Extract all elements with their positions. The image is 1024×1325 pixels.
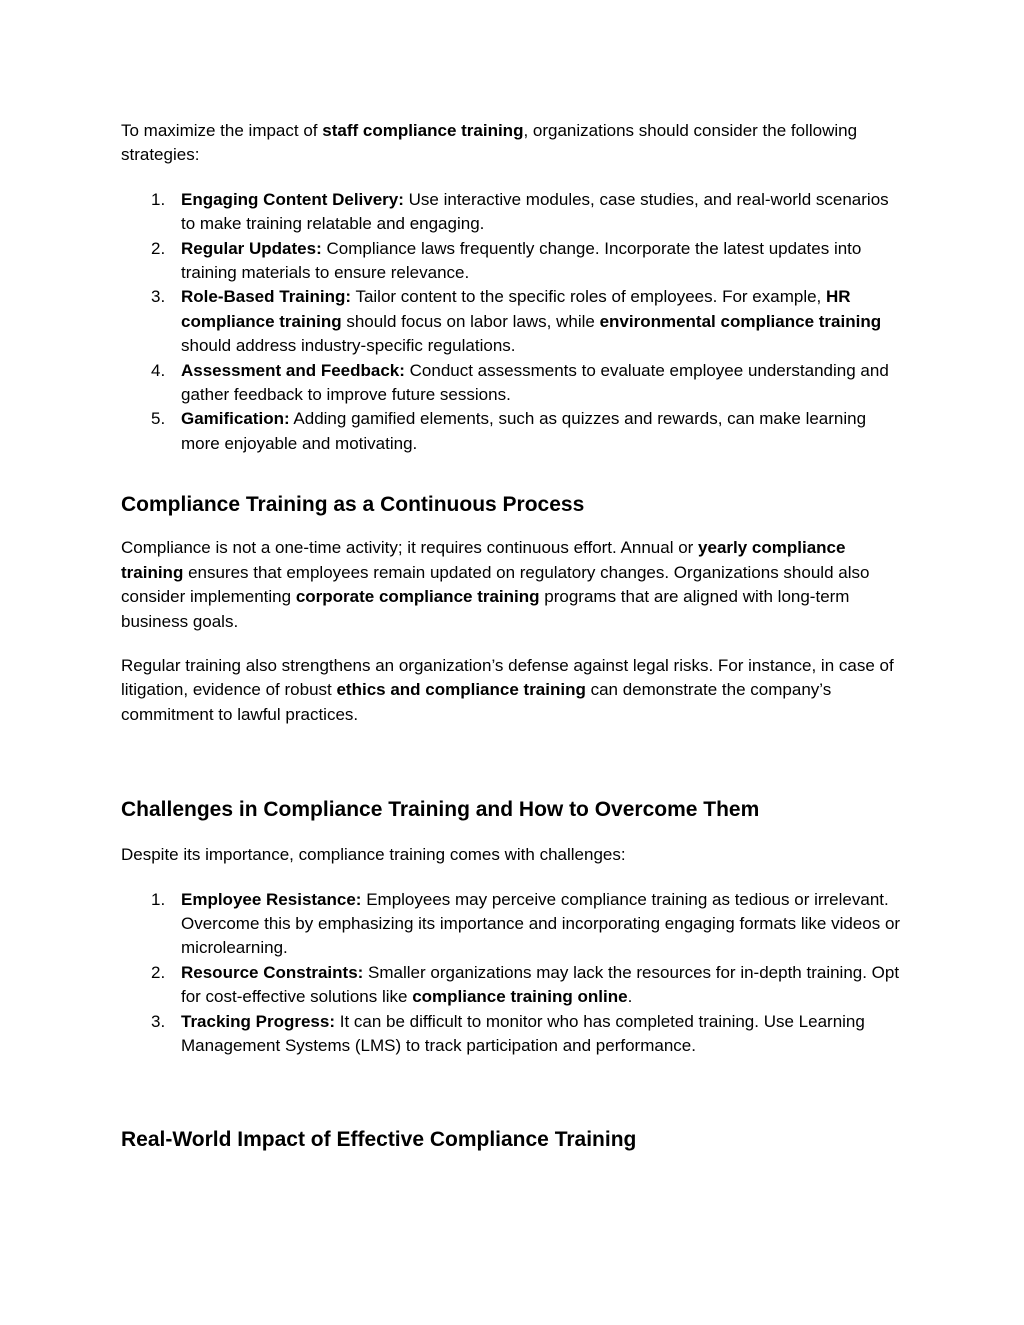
list-item: 2. Resource Constraints: Smaller organizations may lack the resources for in-depth training. Opt for cost-effective solutions like compliance training online.: [151, 962, 900, 1007]
list-item: 3. Role-Based Training: Tailor content to the specific roles of employees. For example, HR compliance training should focus on labor laws, while environmental compliance training should address industry-specific regulations.: [151, 287, 882, 356]
continuous-paragraph-2: Regular training also strengthens an organization’s defense against legal risks. For instance, in case of litigation, evidence of robust ethics and compliance training can demonstrate the company’s commitment to lawful practices.: [121, 655, 894, 724]
continuous-paragraph-1: Compliance is not a one-time activity; it requires continuous effort. Annual or yearly compliance training ensures that employees remain updated on regulatory changes. Organizations should also consider implementing corporate compliance training programs that are aligned with long-term business goals.: [121, 538, 870, 631]
list-item: 4. Assessment and Feedback: Conduct assessments to evaluate employee understanding and gather feedback to improve future sessions.: [151, 360, 889, 405]
challenges-intro: Despite its importance, compliance training comes with challenges:: [121, 845, 626, 865]
intro-paragraph: To maximize the impact of staff compliance training, organizations should consider the following strategies:: [121, 121, 858, 165]
real-world-heading: Real-World Impact of Effective Compliance Training: [121, 1128, 637, 1152]
continuous-process-heading: Compliance Training as a Continuous Process: [121, 493, 585, 517]
list-item: 1. Employee Resistance: Employees may perceive compliance training as tedious or irrelevant. Overcome this by emphasizing its importance and incorporating engaging formats like videos or microlearning.: [151, 889, 901, 958]
list-item: 1. Engaging Content Delivery: Use interactive modules, case studies, and real-world scenarios to make training relatable and engaging.: [151, 189, 889, 234]
list-item: 2. Regular Updates: Compliance laws frequently change. Incorporate the latest updates into training materials to ensure relevance.: [151, 238, 862, 283]
document-page: [121, 119, 901, 1154]
list-item: 3. Tracking Progress: It can be difficult to monitor who has completed training. Use Learning Management Systems (LMS) to track participation and performance.: [151, 1011, 865, 1055]
challenges-list: [121, 888, 901, 1059]
list-item: 5. Gamification: Adding gamified elements, such as quizzes and rewards, can make learning more enjoyable and motivating.: [151, 409, 867, 453]
strategies-list: [121, 188, 901, 456]
challenges-heading: Challenges in Compliance Training and How to Overcome Them: [121, 798, 760, 822]
